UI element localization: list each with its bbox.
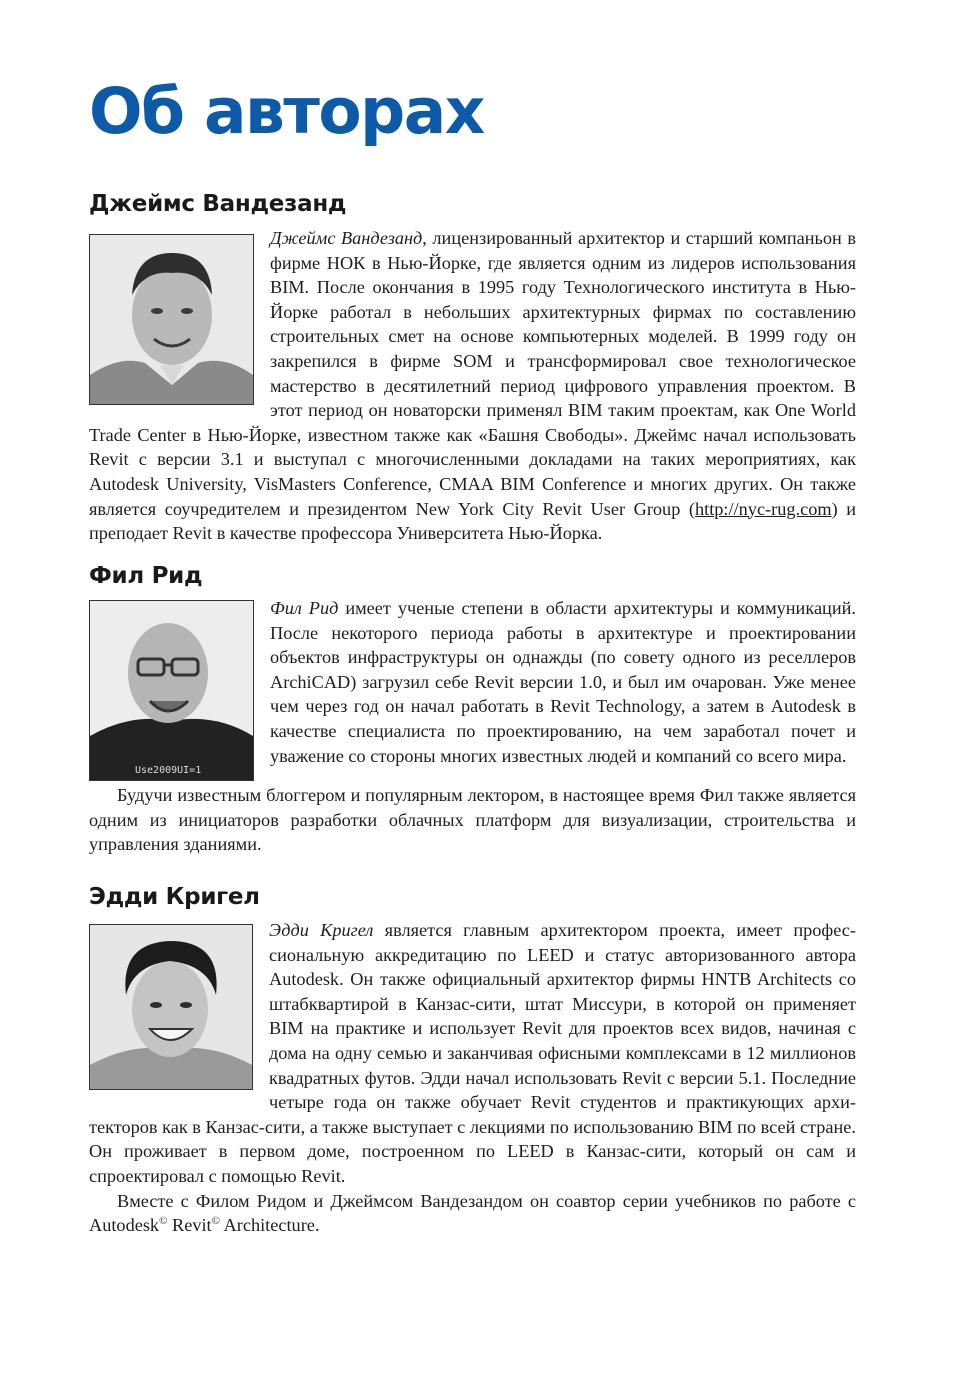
nyc-rug-link[interactable]: http://nyc-rug.com (694, 498, 832, 519)
author-heading-vandezande: Джеймс Вандезанд (89, 191, 347, 217)
author-bio-read: Use2009UI=1 Фил Рид имеет ученые степени в области архитектуры и коммуникаций. После некоторого периода работы в архитектуре и проектировании объектов инфраструктуры он однажды (по совету одного из реселлеров ArchiCAD) загрузил себе Revit версии 1.0, и был им очарован. Уже менее чем через год он начал работать в Revit Technology, а затем в Autodesk в качестве специалиста по проектированию, на чем заработал почет и уважение со стороны многих известных людей и компаний со всего мира. Будучи известным блоггером и популярным лектором, в настоящее время Фил также является одним из инициаторов разработки облачных платформ для визуализации, строительства и управления зданиями. (89, 598, 856, 855)
author-portrait-icon (90, 235, 253, 404)
author-portrait-icon (90, 601, 253, 780)
page-title: Об авторах (89, 75, 484, 148)
author-photo-vandezande (89, 234, 254, 405)
author-bio-krigel: Эдди Кригел является главным архитектором проекта, имеет профессиональную аккредитацию по LEED и статус авторизованного автора Autodesk. Он также официальный архитектор фирмы HNTB Architects со штабквартирой в Канзас-сити, штат Миссури, в которой он применяет BIM на практике и использует Revit для проектов всех видов, начиная с дома на одну семью и заканчивая офисными комплексами в 12 миллионов квадратных футов. Эдди начал использовать Revit с версии 5.1. Последние четыре года он также обучает Revit студентов и практикующих архитекторов как в Канзас-сити, а также выступает с лекциями по использованию BIM по всей стране. Он проживает в первом доме, построенном по LEED в Канзас-сити, который он сам и спроектировал с помощью Revit. Вместе с Филом Ридом и Джеймсом Вандезандом он соавтор серии учебников по работе с Autodesk© Revit© Architecture. (89, 920, 857, 1236)
author-name-inline: Эдди Кригел (269, 920, 374, 940)
author-heading-read: Фил Рид (89, 563, 203, 589)
author-name-inline: Фил Рид (270, 598, 339, 618)
author-photo-krigel (89, 924, 253, 1090)
author-name-inline: Джеймс Вандезанд (270, 228, 423, 248)
author-photo-read (89, 600, 254, 781)
author-heading-krigel: Эдди Кригел (89, 884, 260, 910)
author-portrait-icon (90, 925, 252, 1089)
author-bio-vandezande: Джеймс Вандезанд, лицензированный архитектор и старший компаньон в фирме НОК в Нью-Йорке, где является одним из лидеров использования BIM. После окончания в 1995 году Технологического института в Нью-Йорке работал в небольших архитектурных фирмах по составлению строительных смет на основе компьютерных моделей. В 1999 году он закрепился в фирме SOM и трансформировал свое технологическое мастерство в десятилетний период цифрового управления проектом. В этот период он новаторски применял BIM таким проектам, как One World Trade Center в Нью-Йорке, известном также как «Башня Свободы». Джеймс начал использовать Revit с версии 3.1 и выступал с многочисленными докладами на таких мероприятиях, как Autodesk University, VisMasters Conference, CMAA BIM Conference и многих других. Он также является соучредителем и президентом New York City Revit User Group (http://nyc-rug.com) и преподает Revit в качестве профессора Университета Нью-Йорка. (89, 228, 856, 544)
svg-text:Use2009UI=1: Use2009UI=1 (135, 765, 202, 776)
